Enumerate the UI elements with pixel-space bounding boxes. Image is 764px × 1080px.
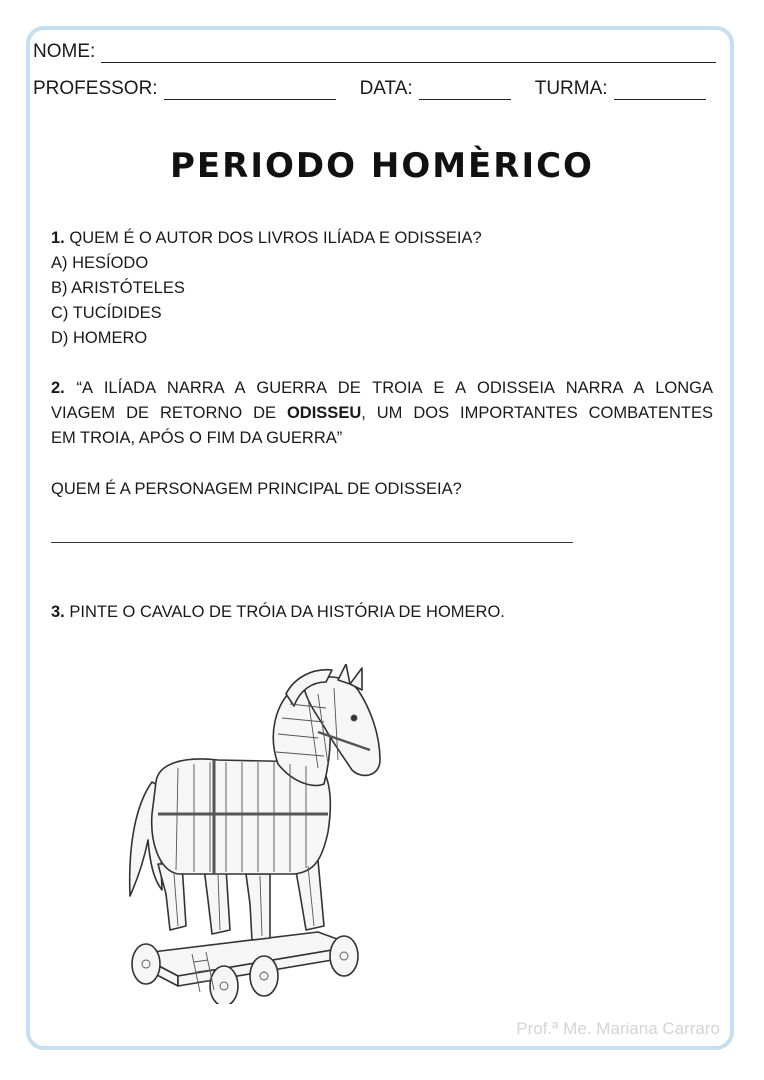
question-2-number: 2. <box>51 379 65 397</box>
data-label: DATA: <box>359 78 413 99</box>
question-3-instruction: PINTE O CAVALO DE TRÓIA DA HISTÓRIA DE HOMERO. <box>69 603 505 621</box>
question-1 <box>51 226 482 351</box>
question-1-text <box>51 226 482 251</box>
option-c: C) TUCÍDIDES <box>51 304 162 322</box>
nome-row <box>33 41 716 63</box>
question-2-quote-line-1 <box>51 376 713 401</box>
professor-field-line <box>164 81 336 100</box>
option-d: D) HOMERO <box>51 329 148 347</box>
nome-label: NOME: <box>33 41 96 62</box>
option-a: A) HESÍODO <box>51 254 149 272</box>
question-2-prompt: QUEM É A PERSONAGEM PRINCIPAL DE ODISSEIA? <box>51 480 462 498</box>
turma-field-line <box>614 81 706 100</box>
professor-label: PROFESSOR: <box>33 78 158 99</box>
info-row <box>33 78 706 100</box>
question-1-prompt: QUEM É O AUTOR DOS LIVROS ILÍADA E ODISSEIA? <box>69 229 482 247</box>
turma-label: TURMA: <box>534 78 608 99</box>
quote-bold-odisseu: ODISSEU <box>286 404 362 422</box>
option-b: B) ARISTÓTELES <box>51 279 185 297</box>
question-2-quote-line-2 <box>51 401 713 426</box>
question-2-quote-line-3: EM TROIA, APÓS O FIM DA GUERRA” <box>51 429 343 447</box>
quote-text-1: “A ILÍADA NARRA A GUERRA DE TROIA E A ODISSEIA NARRA A LONGA <box>76 379 713 397</box>
question-1-number: 1. <box>51 229 65 247</box>
watermark: Prof.ª Me. Mariana Carraro <box>516 1019 720 1038</box>
question-2 <box>51 376 713 451</box>
data-field-line <box>419 81 511 100</box>
quote-text-2a: VIAGEM DE RETORNO DE <box>51 404 287 422</box>
page-title: PERIODO HOMÈRICO <box>170 146 594 186</box>
question-3 <box>51 600 505 625</box>
trojan-horse-icon <box>118 664 388 1004</box>
quote-text-2b: , UM DOS IMPORTANTES COMBATENTES <box>361 404 714 422</box>
answer-line <box>51 542 573 543</box>
nome-field-line <box>101 44 716 63</box>
question-3-number: 3. <box>51 603 65 621</box>
